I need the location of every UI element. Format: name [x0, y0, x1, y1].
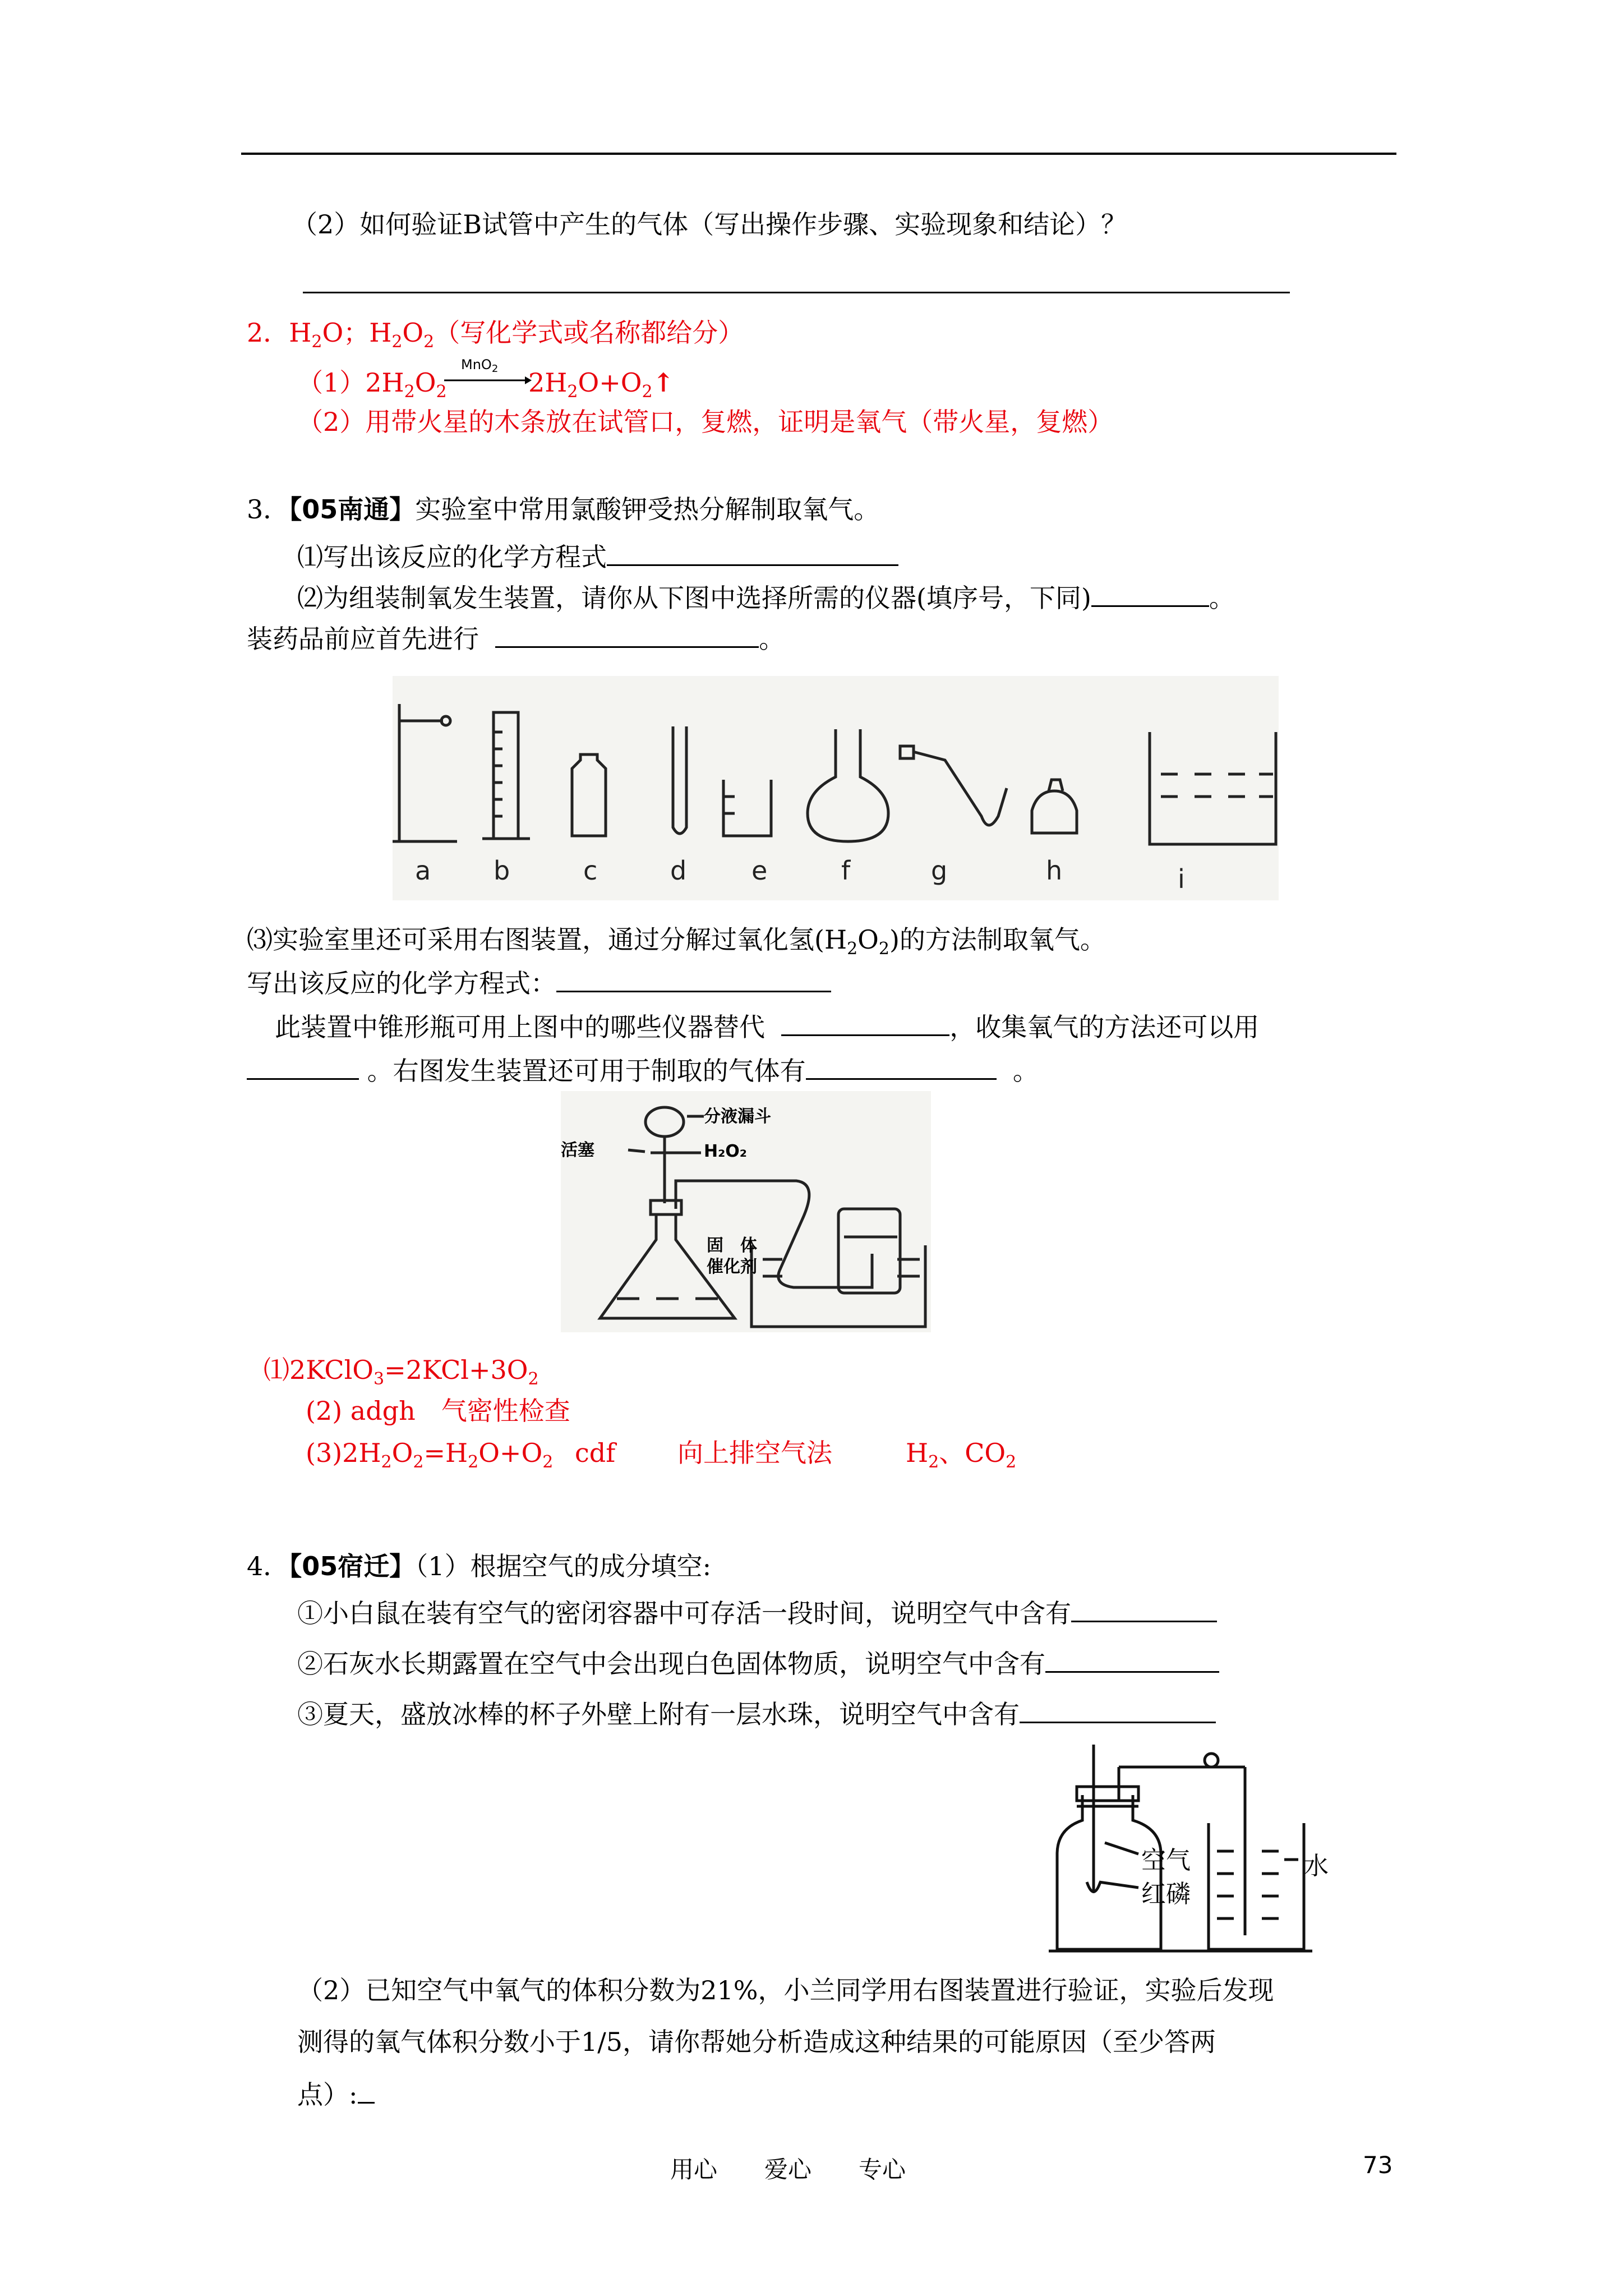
- q3-part3d: 。右图发生装置还可用于制取的气体有 。: [247, 1053, 1039, 1088]
- apparatus-label-e: e: [751, 855, 768, 886]
- apparatus-drawing: [393, 676, 1279, 900]
- q3-heading: 3．【05南通】实验室中常用氯酸钾受热分解制取氧气。: [247, 494, 880, 524]
- apparatus-label-g: g: [931, 855, 948, 886]
- answer3-gases: $H_2$、$CO_2$: [906, 1438, 1017, 1472]
- answer2-line2: （2）用带火星的木条放在试管口，复燃，证明是氧气（带火星，复燃）: [297, 407, 1114, 437]
- blank[interactable]: [495, 622, 759, 648]
- apparatus-label-d: d: [670, 855, 687, 886]
- q3-part3: ⑶实验室里还可采用右图装置，通过分解过氧化氢$(H_2O_2)$的方法制取氧气。: [247, 924, 1106, 959]
- q3-part2b: 装药品前应首先进行 。: [247, 622, 785, 656]
- blank[interactable]: [1071, 1596, 1217, 1622]
- apparatus-label-i: i: [1178, 864, 1185, 894]
- h2o2-apparatus-drawing: [561, 1091, 931, 1332]
- blank[interactable]: [247, 1053, 359, 1080]
- catalyst-label: MnO$_2$: [461, 357, 499, 375]
- air-apparatus-figure: [1049, 1733, 1363, 1958]
- blank[interactable]: [358, 2077, 375, 2104]
- answer2-equation-product: $2H_2O+O_2↑$: [528, 367, 675, 402]
- footer-motto: 用心 爱心 专心: [670, 2156, 906, 2183]
- answer2-equation: $(1)2H_2O_2$: [297, 367, 447, 402]
- q3-part2: ⑵为组装制氧发生装置，请你从下图中选择所需的仪器(填序号，下同) 。: [297, 581, 1235, 615]
- apparatus-label-c: c: [583, 855, 598, 886]
- answer2-heading: 2．$H_2O$；$H_2O_2$（写化学式或名称都给分）: [247, 318, 744, 352]
- answer3-line2: (2) adgh 气密性检查: [306, 1396, 570, 1426]
- apparatus-label-b: b: [494, 855, 510, 886]
- blank[interactable]: [607, 540, 898, 566]
- q4-item2: ②石灰水长期露置在空气中会出现白色固体物质，说明空气中含有: [297, 1646, 1219, 1681]
- apparatus-label-h: h: [1046, 855, 1063, 886]
- q4-item3: ③夏天，盛放冰棒的杯子外壁上附有一层水珠，说明空气中含有: [297, 1697, 1216, 1731]
- q4-heading: 4．【05宿迁】（1）根据空气的成分填空:: [247, 1551, 712, 1581]
- blank[interactable]: [1091, 581, 1209, 607]
- label-valve: 活塞: [561, 1140, 594, 1160]
- h2o2-apparatus-figure: [561, 1091, 931, 1332]
- apparatus-figure: [393, 676, 1279, 900]
- label-air: 空气: [1141, 1846, 1191, 1875]
- label-phosphorus: 红磷: [1141, 1880, 1191, 1908]
- header-rule: [241, 153, 1396, 155]
- q4-part2-line1: （2）已知空气中氧气的体积分数为21%，小兰同学用右图装置进行验证，实验后发现: [297, 1975, 1274, 2005]
- reaction-arrow: [443, 375, 533, 386]
- answer3-cdf: cdf: [575, 1438, 616, 1468]
- answer-blank-line: [303, 292, 1290, 293]
- apparatus-label-f: f: [841, 855, 851, 886]
- label-funnel: 分液漏斗: [704, 1107, 771, 1126]
- blank[interactable]: [806, 1053, 997, 1080]
- q3-part1: ⑴写出该反应的化学方程式: [297, 540, 898, 574]
- blank[interactable]: [1020, 1697, 1216, 1723]
- apparatus-label-a: a: [415, 855, 431, 886]
- blank[interactable]: [1045, 1646, 1219, 1673]
- page-number: 73: [1363, 2151, 1393, 2179]
- q4-part2-line2: 测得的氧气体积分数小于1/5，请你帮她分析造成这种结果的可能原因（至少答两: [297, 2027, 1216, 2057]
- label-water: 水: [1304, 1852, 1329, 1880]
- blank[interactable]: [781, 1010, 949, 1036]
- q4-part2-line3: 点）:: [297, 2077, 375, 2111]
- label-h2o2: H₂O₂: [704, 1142, 747, 1161]
- q3-part3b: 写出该反应的化学方程式：: [247, 966, 831, 1000]
- blank[interactable]: [556, 966, 831, 992]
- answer3-method: 向上排空气法: [677, 1438, 832, 1468]
- answer3-line1: $⑴2KClO_3=2KCl+3O_2$: [264, 1355, 539, 1389]
- q4-item1: ①小白鼠在装有空气的密闭容器中可存活一段时间，说明空气中含有: [297, 1596, 1217, 1630]
- answer3-line3: $(3)2H_2O_2=H_2O+O_2$: [306, 1438, 554, 1472]
- q1-part2-question: （2）如何验证B试管中产生的气体（写出操作步骤、实验现象和结论）？: [292, 209, 1127, 240]
- q3-part3c: 此装置中锥形瓶可用上图中的哪些仪器替代 ，收集氧气的方法还可以用: [275, 1010, 1259, 1044]
- label-catalyst-2: 催化剂: [707, 1257, 757, 1277]
- label-catalyst-1: 固 体: [707, 1236, 757, 1255]
